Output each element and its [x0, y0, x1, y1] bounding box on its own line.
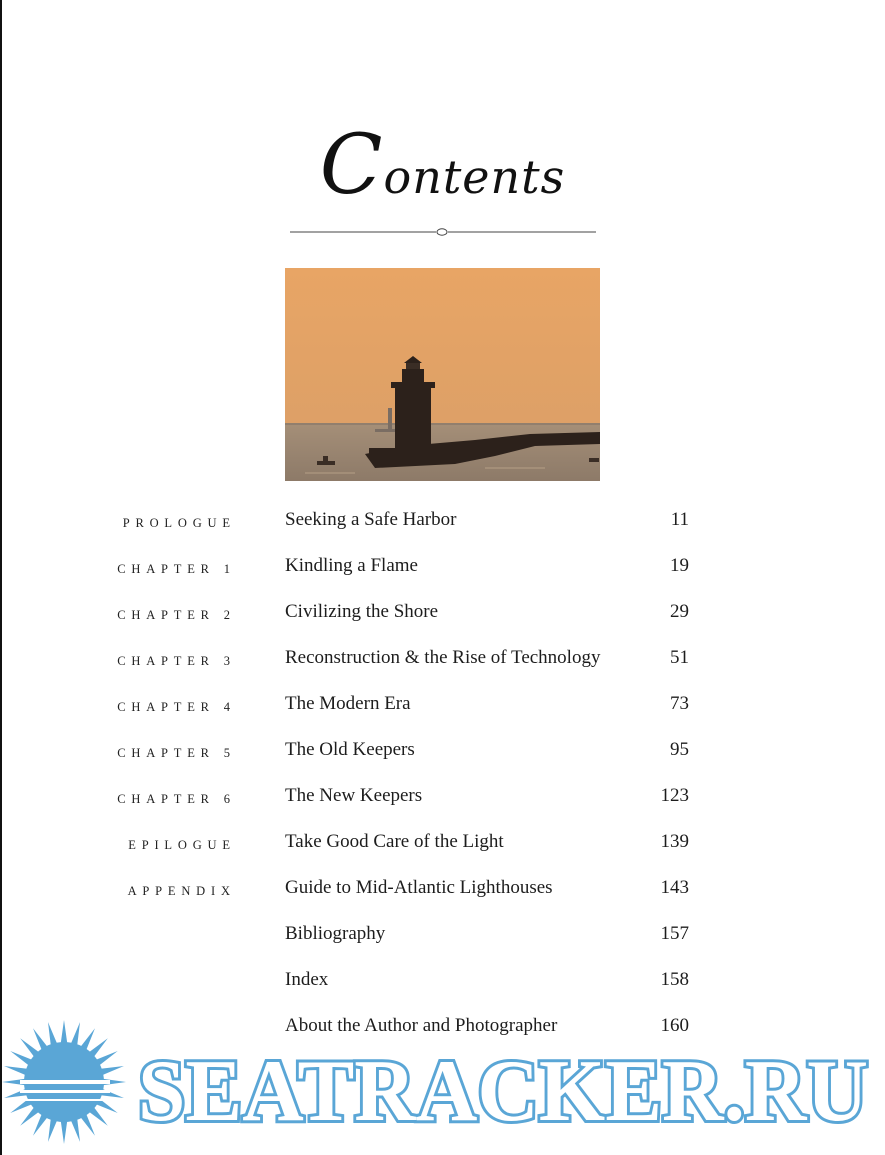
toc-label: CHAPTER 6	[117, 792, 236, 806]
toc-title: Reconstruction & the Rise of Technology	[285, 647, 601, 668]
toc-title: About the Author and Photographer	[285, 1015, 558, 1036]
toc-title: Civilizing the Shore	[285, 601, 439, 622]
title-initial: C	[319, 118, 384, 213]
sun-ray	[71, 1118, 81, 1142]
sun-ray	[61, 1120, 68, 1144]
toc-label: EPILOGUE	[128, 838, 236, 852]
sun-ray	[48, 1118, 58, 1142]
toc-title: The Old Keepers	[285, 739, 415, 760]
toc-row-chapter-6[interactable]	[0, 781, 885, 821]
toc-page-number: 29	[670, 601, 689, 622]
toc-title: Guide to Mid-Atlantic Lighthouses	[285, 877, 553, 898]
sun-ray	[100, 1089, 124, 1099]
toc-label: CHAPTER 4	[117, 700, 236, 714]
toc-page-number: 11	[670, 509, 689, 530]
sun-ray	[4, 1066, 28, 1076]
toc-title: Kindling a Flame	[285, 555, 418, 576]
toc-row-chapter-4[interactable]	[0, 689, 885, 729]
sun-ray	[61, 1020, 68, 1044]
toc-page-number: 158	[660, 969, 689, 990]
toc-row-index[interactable]	[0, 965, 885, 1005]
toc-label: PROLOGUE	[122, 516, 236, 530]
lighthouse-photo	[285, 268, 600, 481]
toc-page-number: 19	[670, 555, 689, 576]
toc-label: APPENDIX	[127, 884, 236, 898]
toc-page-number: 157	[660, 923, 689, 944]
toc-title: The New Keepers	[285, 785, 423, 806]
sun-ray	[71, 1022, 81, 1046]
toc-title: Bibliography	[285, 923, 386, 944]
toc-row-chapter-2[interactable]	[0, 597, 885, 637]
toc-row-chapter-3[interactable]	[0, 643, 885, 683]
toc-row-epilogue[interactable]	[0, 827, 885, 867]
toc-label: CHAPTER 3	[117, 654, 236, 668]
sun-ray	[4, 1089, 28, 1099]
toc-page-number: 160	[660, 1015, 689, 1036]
toc-row-bibliography[interactable]	[0, 919, 885, 959]
toc-page-number: 123	[660, 785, 689, 806]
toc-row-chapter-5[interactable]	[0, 735, 885, 775]
toc-label: CHAPTER 5	[117, 746, 236, 760]
sun-ray	[48, 1022, 58, 1046]
title-rest: ontents	[383, 150, 566, 204]
toc-row-appendix[interactable]	[0, 873, 885, 913]
toc-title: Index	[285, 969, 329, 990]
toc-page-number: 139	[660, 831, 689, 852]
toc-title: Take Good Care of the Light	[285, 831, 504, 852]
toc-title: The Modern Era	[285, 693, 411, 714]
toc-row-prologue[interactable]	[0, 505, 885, 545]
sun-ray	[100, 1066, 124, 1076]
sun-icon	[2, 1020, 126, 1144]
toc-label: CHAPTER 2	[117, 608, 236, 622]
toc-page-number: 51	[670, 647, 689, 668]
toc-page-number: 95	[670, 739, 689, 760]
toc-page-number: 73	[670, 693, 689, 714]
watermark	[0, 1020, 885, 1155]
toc-page-number: 143	[660, 877, 689, 898]
watermark-text: SEATRACKER.RU	[138, 1043, 868, 1140]
toc-title: Seeking a Safe Harbor	[285, 509, 457, 530]
toc-row-chapter-1[interactable]	[0, 551, 885, 591]
toc-label: CHAPTER 1	[117, 562, 236, 576]
page-title	[0, 118, 885, 213]
title-ornament-divider	[290, 225, 596, 239]
